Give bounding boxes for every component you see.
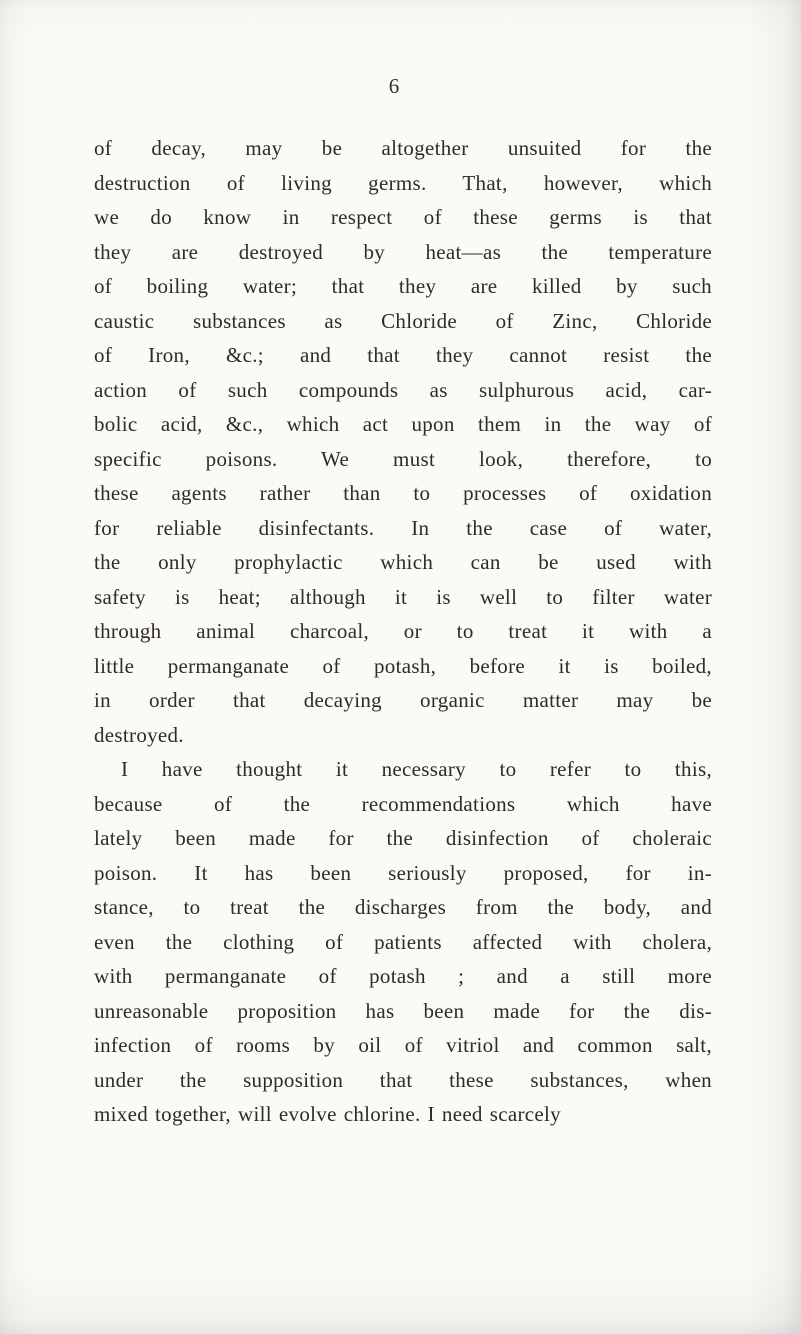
text-line: of decay, may be altogether unsuited for the: [94, 136, 712, 160]
text-line: I have thought it necessary to refer to this,: [121, 757, 712, 781]
text-line: lately been made for the disinfection of choleraic: [94, 826, 712, 850]
text-line: these agents rather than to processes of oxidation: [94, 481, 712, 505]
text-line: action of such compounds as sulphurous acid, car-: [94, 377, 712, 402]
text-line: they are destroyed by heat—as the temperature: [94, 239, 712, 264]
text-line: little permanganate of potash, before it is boiled,: [94, 653, 712, 678]
text-line: specific poisons. We must look, therefore, to: [94, 446, 712, 471]
text-line: with permanganate of potash ; and a still more: [94, 964, 712, 988]
text-line: because of the recommendations which have: [94, 791, 712, 816]
paragraph: [94, 752, 712, 1132]
text-line: mixed together, will evolve chlorine. I need scarcely: [94, 1102, 561, 1126]
text-line: we do know in respect of these germs is that: [94, 205, 712, 229]
text-line: infection of rooms by oil of vitriol and common salt,: [94, 1033, 712, 1057]
text-line: through animal charcoal, or to treat it with a: [94, 619, 712, 643]
text-line: destruction of living germs. That, however, which: [94, 170, 712, 195]
page-number: 6: [388, 74, 401, 98]
text-line: in order that decaying organic matter may be: [94, 688, 712, 712]
text-block: [94, 131, 712, 1132]
text-line: for reliable disinfectants. In the case of water,: [94, 515, 712, 540]
text-line: under the supposition that these substances, when: [94, 1067, 712, 1092]
text-line: even the clothing of patients affected with cholera,: [94, 929, 712, 954]
paragraph: [94, 131, 712, 752]
text-line: bolic acid, &c., which act upon them in the way of: [94, 412, 712, 436]
text-line: caustic substances as Chloride of Zinc, Chloride: [94, 308, 712, 333]
text-line: of boiling water; that they are killed by such: [94, 274, 712, 298]
text-line: destroyed.: [94, 722, 184, 747]
text-line: poison. It has been seriously proposed, for in-: [94, 860, 712, 885]
text-line: safety is heat; although it is well to filter water: [94, 584, 712, 609]
text-line: stance, to treat the discharges from the body, and: [94, 895, 712, 919]
text-line: of Iron, &c.; and that they cannot resist the: [94, 343, 712, 367]
text-line: unreasonable proposition has been made for the dis-: [94, 998, 712, 1023]
text-line: the only prophylactic which can be used with: [94, 550, 712, 574]
